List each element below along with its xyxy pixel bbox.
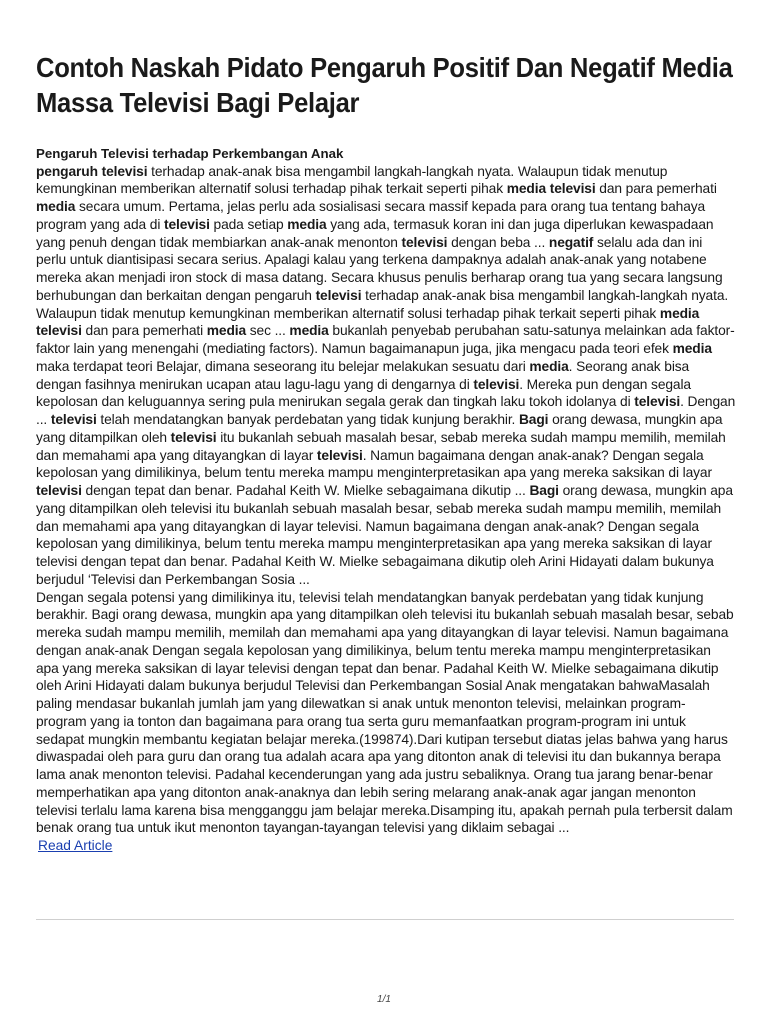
highlighted-keyword: media televisi xyxy=(36,305,700,339)
highlighted-keyword: televisi xyxy=(473,376,520,392)
highlighted-keyword: televisi xyxy=(170,429,217,445)
text-run: . Seorang anak bisa dengan fasihnya menirukan ucapan atau lagu-lagu yang di dengarnya di xyxy=(36,358,690,392)
page-title: Contoh Naskah Pidato Pengaruh Positif Dan Negatif Media Massa Televisi Bagi Pelajar xyxy=(36,52,733,118)
highlighted-keyword: media xyxy=(287,216,327,232)
text-run: telah mendatangkan banyak perdebatan yang tidak kunjung berakhir. xyxy=(96,412,519,427)
highlighted-keyword: televisi xyxy=(50,412,97,427)
text-run: pada setiap xyxy=(209,216,288,232)
highlighted-keyword: televisi xyxy=(36,483,82,498)
highlighted-keyword: media xyxy=(289,323,329,339)
text-run: itu bukanlah sebuah masalah besar, sebab mereka sudah mampu memilih, memilah dan memahami apa yang ditayangkan di layar xyxy=(36,429,726,463)
highlighted-keyword: televisi xyxy=(315,287,362,303)
text-run: sec ... xyxy=(246,323,290,339)
highlighted-keyword: televisi xyxy=(316,447,363,463)
text-run: maka terdapat teori Belajar, dimana seseorang itu belejar melakukan sesuatu dari xyxy=(36,358,530,374)
text-run: . Namun bagaimana dengan anak-anak? Dengan segala kepolosan yang dimilikinya, belum tentu mereka mampu menginterpretasikan apa yang mereka saksikan di layar xyxy=(36,447,712,481)
text-run: orang dewasa, mungkin apa yang ditampilkan oleh televisi itu bukanlah sebuah masalah besar, sebab mereka sudah mampu memilih, memilah dan memahami apa yang ditayangkan di layar televisi. Namun bagaimana dengan anak-anak? Dengan segala kepolosan yang dimilikinya, belum tentu mereka mampu menginterpretasikan apa yang mereka saksikan di layar televisi dengan tepat dan benar. Padahal Keith W. Mielke sebagaimana dikutip oleh Arini Hidayati dalam bukunya berjudul ‘Televisi dan Perkembangan Sosia ... xyxy=(36,483,733,587)
highlighted-keyword: televisi xyxy=(634,394,681,410)
page-number: 1/1 xyxy=(377,994,391,1005)
highlighted-keyword: televisi xyxy=(401,234,448,250)
highlighted-keyword: pengaruh televisi xyxy=(36,163,148,179)
text-run: dan para pemerhati xyxy=(81,323,207,339)
text-run: secara umum. Pertama, jelas perlu ada sosialisasi secara massif kepada para orang tua tentang bahaya program yang ada di xyxy=(36,199,706,232)
text-run: bukanlah penyebab perubahan satu-satunya melainkan ada faktor-faktor lain yang menengahi (mediating factors). Namun bagaimanapun juga, jika mengacu pada teori efek xyxy=(36,323,735,356)
text-run: terhadap anak-anak bisa mengambil langkah-langkah nyata. Walaupun tidak menutup kemungkinan memberikan alternatif solusi terhadap pihak terkait seperti pihak xyxy=(36,163,668,197)
article-paragraph-2: Dengan segala potensi yang dimilikinya itu, televisi telah mendatangkan banyak perdebatan yang tidak kunjung berakhir. Bagi orang dewasa, mungkin apa yang ditampilkan oleh televisi itu bukanlah sebuah masalah besar, sebab mereka sudah mampu memilih, memilah dan memahami apa yang ditayangkan di layar televisi. Namun bagaimana dengan anak-anak Dengan segala kepolosan yang dimilikinya, belum tentu mereka mampu menginterpretasikan apa yang mereka saksikan di layar televisi dengan tepat dan benar. Padahal Keith W. Mielke sebagaimana dikutip oleh Arini Hidayati dalam bukunya berjudul Televisi dan Perkembangan Sosial Anak mengatakan bahwaMasalah paling mendasar bukanlah jumlah jam yang dilewatkan si anak untuk menonton televisi, melainkan program-program yang ia tonton dan bagaimana para orang tua serta guru memanfaatkan program-program ini untuk sedapat mungkin membantu kegiatan belajar mereka.(199874).Dari kutipan tersebut diatas jelas bahwa yang harus diwaspadai oleh para guru dan orang tua adalah acara apa yang ditonton anak di televisi itu dan bukannya berapa lama anak menonton televisi. Padahal kecenderungan yang ada justru sebaliknya. Orang tua jarang benar-benar memperhatikan apa yang ditonton anak-anaknya dan lebih sering melarang anak-anak agar jangan menonton televisi terlalu lama karena bisa mengganggu jam belajar mereka.Disamping itu, apakah pernah pula terbersit dalam benak orang tua untuk ikut menonton tayangan-tayangan televisi yang diklaim sebagai ... xyxy=(36,589,734,836)
section-subtitle: Pengaruh Televisi terhadap Perkembangan Anak xyxy=(36,146,344,161)
highlighted-keyword: media xyxy=(36,199,76,214)
footer-divider xyxy=(36,919,734,920)
text-run: dengan beba ... xyxy=(447,234,549,250)
text-run: selalu ada dan ini perlu untuk diantisipasi secara serius. Apalagi kalau yang terkena dampaknya adalah anak-anak yang notabene mereka akan menjadi iron stock di masa datang. Secara khusus penulis berharap orang tua yang secara langsung berhubungan dan berkaitan dengan pengaruh xyxy=(36,234,723,303)
text-run: terhadap anak-anak bisa mengambil langkah-langkah nyata. Walaupun tidak menutup kemungkinan memberikan alternatif solusi terhadap pihak terkait seperti pihak xyxy=(36,287,729,321)
highlighted-keyword: Bagi xyxy=(518,412,549,427)
document-page xyxy=(36,50,736,855)
text-run: . Dengan ... xyxy=(36,394,736,427)
highlighted-keyword: media xyxy=(206,323,247,339)
text-run: dan para pemerhati xyxy=(595,181,717,197)
highlighted-keyword: media xyxy=(672,341,712,356)
text-run: yang ada, termasuk koran ini dan juga diperlukan kewaspadaan yang penuh dengan tidak membiarkan anak-anak menonton xyxy=(36,216,714,250)
highlighted-keyword: televisi xyxy=(163,216,210,232)
highlighted-keyword: media xyxy=(529,358,569,374)
highlighted-keyword: negatif xyxy=(548,234,594,250)
article-paragraph-1 xyxy=(36,163,736,589)
text-run: dengan tepat dan benar. Padahal Keith W. Mielke sebagaimana dikutip ... xyxy=(81,483,530,498)
text-run: orang dewasa, mungkin apa yang ditampilkan oleh xyxy=(36,412,723,445)
text-run: . Mereka pun dengan segala kepolosan dan keluguannya sering pula menirukan segala gerak dan tingkah laku tokoh idolanya di xyxy=(36,376,691,410)
highlighted-keyword: media televisi xyxy=(506,181,596,197)
highlighted-keyword: Bagi xyxy=(529,483,559,498)
read-article-link[interactable]: Read Article xyxy=(38,838,113,853)
